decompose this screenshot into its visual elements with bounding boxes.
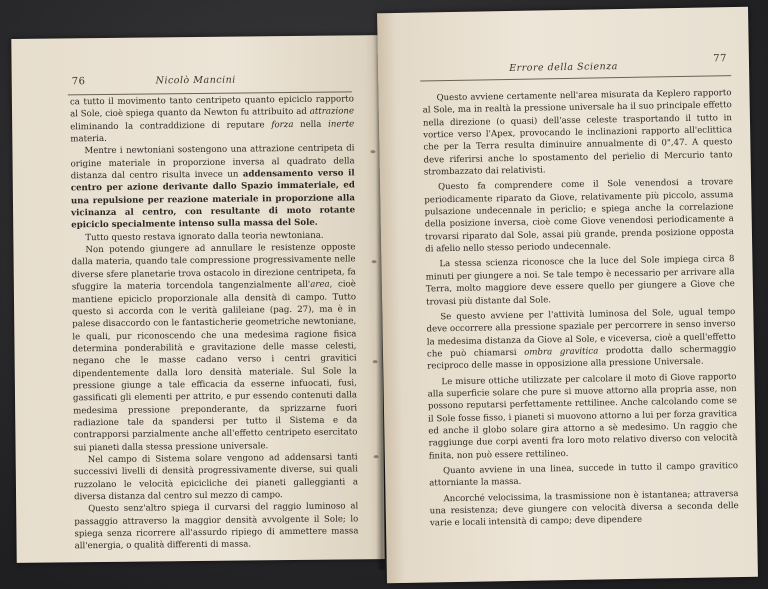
paragraph bbox=[425, 254, 735, 309]
text-run: La stessa scienza riconosce che la luce del Sole impiega circa 8 minuti per giungere a noi. Se tale tempo è necessario per arrivare alla Terra, molto maggiore deve essere quello per giungere a Giove che trovasi più distante dal Sole. bbox=[425, 254, 735, 307]
text-run: Ancorché velocissima, la trasmissione non è istantanea; attraversa una resistenza; deve giungere con velocità diversa a seconda delle varie e locali intensità di campo; deve dipendere bbox=[429, 488, 739, 529]
text-run: ca tutto il movimento tanto centripeto quanto epiciclo rapporto al Sole, cioè spiega quanto da Newton fu attribuito ad bbox=[69, 94, 354, 120]
left-page-text bbox=[70, 93, 359, 553]
paragraph bbox=[429, 460, 738, 490]
paragraph bbox=[429, 488, 739, 530]
italic-text: forza bbox=[271, 119, 294, 130]
paragraph bbox=[424, 177, 734, 256]
text-run: , cioè mantiene epiciclo proporzionale alla densità di campo. Tutto questo si accorda con le verità galileiane (pag. 27), ma è in palese disaccordo con le fantasticherie geometriche newtoniane, le quali, pur riconoscendo che una medesima ragione fisica determina ponderabilità e gravitazione delle masse celesti, negano che le masse cadano verso i centri gravitici dipendentemente dalla loro densità materiale. Sul Sole la pressione giunge a tale efficacia da esserne infuocati, fusi, gassificati gli elementi per attrito, e pur essendo contenuti dalla medesima pressione preponderante, da sprizzarne fuori radiazione tale da spandersi per tutto il Sistema e da contrapporsi parzialmente anche all'effetto centripeto esercitato sui pianeti dalla stessa pressione universale. bbox=[71, 279, 358, 453]
text-run: Quanto avviene in una linea, succede in tutto il campo gravitico attorniante la massa. bbox=[429, 461, 739, 489]
text-run: prodotta dallo schermaggio reciproco delle masse in opposizione alla pressione Universale. bbox=[427, 343, 737, 372]
paragraph bbox=[71, 241, 357, 454]
left-running-title: Nicolò Mancini bbox=[155, 74, 236, 87]
bold-text: addensamento verso il centro per azione derivante dallo Spazio immateriale, ed una repulsione per reazione materiale in proporzione alla vicinanza al centro, con resultante di moto rotante epiciclo specialmente intenso sulla massa del Sole. bbox=[70, 168, 356, 231]
paragraph bbox=[70, 143, 355, 232]
left-page bbox=[11, 35, 384, 563]
text-run: Questo fa comprendere come il Sole venendosi a trovare periodicamente riparato da Giove, relativamente più piccolo, assuma pulsazione undecennale in periclio; e spiega anche la correlazione della posizione inversa, cioè come Giove venendosi periodicamente a trovarsi riparato dal Sole, assai più grande, prenda posizione opposta di afelio nello stesso periodo undecennale. bbox=[424, 177, 735, 255]
italic-text: attrazione bbox=[309, 106, 355, 118]
text-run: eliminando la contraddizione di reputare bbox=[70, 119, 272, 133]
right-running-title: Errore della Scienza bbox=[509, 61, 618, 74]
right-page bbox=[377, 7, 758, 583]
text-run: Nel campo di Sistema solare vengono ad addensarsi tanti successivi livelli di densità progressivamente diverse, sui quali ruzzolano le velocità epicicliche dei pianeti galleggianti a diversa distanza dal centro sul mezzo di campo. bbox=[73, 452, 358, 503]
text-run: Questo avviene certamente nell'area misurata da Keplero rapporto al Sole, ma in realtà la pressione universale ha il suo principale effetto nella direzione (o quasi) dell'asse celeste trasportando il tutto in vortice verso l'Apex, provocando le inclinazioni rapporto all'eclittica che per la Terra resulta diminuire annualmente di 0",47. A questo deve riferirsi anche lo spostamento del perielio di Mercurio tanto strombazzato dai relativisti. bbox=[422, 88, 733, 178]
text-run: Tutto questo restava ignorato dalla teoria newtoniana. bbox=[85, 230, 324, 243]
text-run: Questo senz'altro spiega il curvarsi del raggio luminoso al passaggio attraverso la maggior densità avvolgente il Sole; lo spiega senza ricorrere all'assurdo ripiego di ammettere massa all'energia, o qualità differenti di massa. bbox=[74, 501, 359, 552]
text-run: Se questo avviene per l'attività luminosa del Sole, ugual tempo deve occorrere alla pressione spaziale per percorrere in senso inverso la medesima distanza da Giove al Sole, e viceversa, cioè a quell'effetto che può chiamarsi bbox=[426, 306, 736, 360]
right-header-rule bbox=[420, 75, 731, 81]
right-page-number: 77 bbox=[713, 53, 727, 65]
text-run: Le misure ottiche utilizzate per calcolare il moto di Giove rapporto alla superficie solare che pure si muove attorno alla propria asse, non possono reputarsi perfettamente rettilinee. Anche calcolando come se il Sole fosse fisso, i pianeti si muovono attorno a lui per forza gravitica ed anche il globo solare gira attorno a sè medesimo. Un raggio che raggiunge due corpi aventi fra loro moto relativo diverso con velocità finita, non può essere rettilineo. bbox=[427, 371, 738, 462]
paragraph bbox=[422, 87, 732, 179]
right-page-text bbox=[422, 87, 739, 530]
text-run: Non potendo giungere ad annullare le resistenze opposte dalla materia, quando tale compressione progressivamente nelle diverse sfere planetarie trova ostacolo in direzione centripeta, fa sfuggire la materia torcendola tangenzialmente all' bbox=[71, 242, 356, 293]
italic-text: inerte bbox=[328, 119, 355, 130]
paragraph bbox=[426, 306, 736, 373]
text-run: Mentre i newtoniani sostengono una attrazione centripeta di origine materiale in proporzione inversa al quadrato della distanza dal centro risulta invece un bbox=[70, 143, 355, 182]
left-page-header bbox=[12, 73, 380, 88]
italic-text: area bbox=[310, 279, 330, 290]
paragraph bbox=[427, 371, 737, 463]
italic-text: ombra gravitica bbox=[524, 346, 599, 358]
paragraph bbox=[70, 93, 355, 145]
text-run: materia. bbox=[70, 133, 107, 145]
right-page-header bbox=[378, 53, 749, 74]
paragraph bbox=[74, 451, 359, 503]
left-page-number: 76 bbox=[71, 76, 86, 88]
text-run: nella bbox=[293, 119, 329, 130]
paragraph bbox=[74, 501, 359, 553]
